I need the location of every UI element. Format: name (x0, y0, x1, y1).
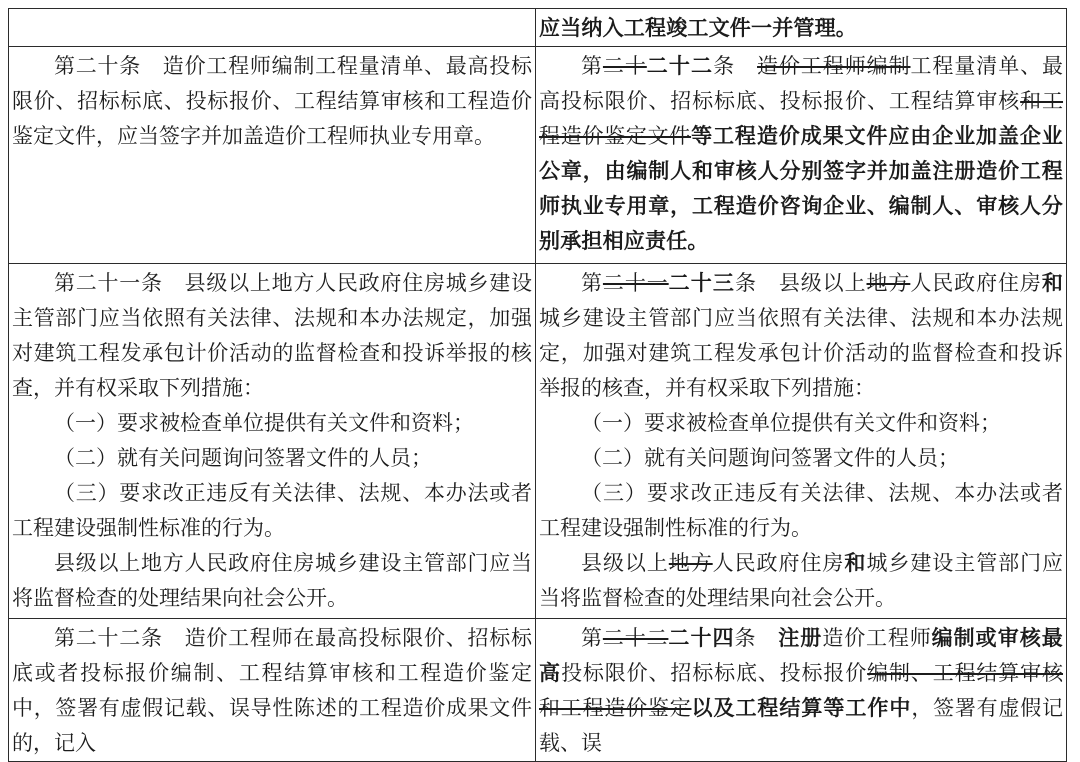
original-text: 投标限价、招标标底、投标报价 (561, 661, 868, 685)
original-text: 工程量清单、最高投标限价、招标标底、投标报价、工程结算审核 (539, 54, 1064, 113)
table-cell-r3-c1 (9, 264, 536, 619)
table-row-3 (9, 264, 1067, 619)
added-bold-text: 二十三 (668, 271, 736, 295)
original-text: 县级以上 (581, 551, 669, 575)
original-text: （三）要求改正违反有关法律、法规、本办法或者工程建设强制性标准的行为。 (539, 481, 1063, 540)
added-bold-text: 和 (844, 551, 867, 575)
original-text: 第二十一条 县级以上地方人民政府住房城乡建设主管部门应当依照有关法律、法规和本办法规定，加强对建筑工程发承包计价活动的监督检查和投诉举报的核查，并有权采取下列措施： (12, 271, 532, 400)
deleted-strikethrough-text: 地方 (866, 271, 911, 295)
table-cell-r1-c1 (9, 9, 536, 47)
original-text: （一）要求被检查单位提供有关文件和资料； (581, 411, 1001, 435)
deleted-strikethrough-text: 二十 (602, 54, 647, 78)
added-bold-text: 应当纳入工程竣工文件一并管理。 (539, 16, 857, 40)
original-text: 第二十二条 造价工程师在最高投标限价、招标标底或者投标报价编制、工程结算审核和工程造价鉴定中，签署有虚假记载、误导性陈述的工程造价成果文件的，记入 (12, 626, 532, 755)
paragraph (12, 441, 532, 476)
deleted-strikethrough-text: 二十一 (602, 271, 669, 295)
original-text: 人民政府住房 (910, 271, 1042, 295)
deleted-strikethrough-text: 编制、工程结算审核和工程造价鉴定 (539, 661, 1064, 720)
added-bold-text: 二十二 (646, 54, 714, 78)
paragraph (12, 476, 532, 546)
added-bold-text: 和 (1041, 271, 1064, 295)
original-text: 县级以上地方人民政府住房城乡建设主管部门应当将监督检查的处理结果向社会公开。 (12, 551, 532, 610)
added-bold-text: 编制或审核最高 (539, 626, 1064, 685)
deleted-strikethrough-text: 二十二 (602, 626, 669, 650)
added-bold-text: 注册 (778, 626, 823, 650)
paragraph (539, 621, 1063, 761)
original-text: 条 (713, 54, 758, 78)
deleted-strikethrough-text: 造价工程师编制 (757, 54, 911, 78)
original-text: （二）就有关问题询问签署文件的人员； (581, 446, 959, 470)
table-cell-r4-c2 (536, 619, 1067, 762)
paragraph (539, 546, 1063, 616)
original-text: 第 (581, 626, 603, 650)
original-text: （一）要求被检查单位提供有关文件和资料； (54, 411, 474, 435)
original-text: ，签署有虚假记载、误 (539, 696, 1064, 755)
paragraph (539, 476, 1063, 546)
paragraph (539, 406, 1063, 441)
table-cell-r2-c2 (536, 47, 1067, 264)
added-bold-text: 二十四 (668, 626, 735, 650)
deleted-strikethrough-text: 和工程造价鉴定文件 (539, 89, 1064, 148)
paragraph (539, 266, 1063, 406)
table-cell-r3-c2 (536, 264, 1067, 619)
paragraph (539, 441, 1063, 476)
original-text: 人民政府住房 (712, 551, 845, 575)
paragraph (539, 49, 1063, 259)
original-text: 城乡建设主管部门应当将监督检查的处理结果向社会公开。 (539, 551, 1064, 610)
paragraph (12, 621, 532, 761)
table-cell-r1-c2 (536, 9, 1067, 47)
revision-table-body (9, 9, 1067, 762)
table-row-4 (9, 619, 1067, 762)
original-text: （三）要求改正违反有关法律、法规、本办法或者工程建设强制性标准的行为。 (12, 481, 532, 540)
original-text: 条 县级以上 (735, 271, 867, 295)
added-bold-text: 以及工程结算等工作中 (691, 696, 912, 720)
added-bold-text: 等工程造价成果文件应由企业加盖企业公章，由编制人和审核人分别签字并加盖注册造价工程师执业专用章，工程造价咨询企业、编制人、审核人分别承担相应责任。 (539, 124, 1064, 253)
table-row-2 (9, 47, 1067, 264)
original-text: 造价工程师 (822, 626, 932, 650)
table-cell-r2-c1 (9, 47, 536, 264)
paragraph (12, 406, 532, 441)
paragraph (12, 546, 532, 616)
original-text: 条 (734, 626, 779, 650)
paragraph (539, 11, 1063, 46)
table-row-1 (9, 9, 1067, 47)
revision-comparison-table (8, 8, 1067, 762)
original-text: 第 (581, 54, 603, 78)
original-text: 第二十条 造价工程师编制工程量清单、最高投标限价、招标标底、投标报价、工程结算审核和工程造价鉴定文件，应当签字并加盖造价工程师执业专用章。 (12, 54, 532, 148)
original-text: 第 (581, 271, 603, 295)
original-text: （二）就有关问题询问签署文件的人员； (54, 446, 432, 470)
table-cell-r4-c1 (9, 619, 536, 762)
deleted-strikethrough-text: 地方 (668, 551, 713, 575)
paragraph (12, 49, 532, 154)
paragraph (12, 266, 532, 406)
original-text: 城乡建设主管部门应当依照有关法律、法规和本办法规定，加强对建筑工程发承包计价活动的监督检查和投诉举报的核查，并有权采取下列措施： (539, 306, 1063, 400)
